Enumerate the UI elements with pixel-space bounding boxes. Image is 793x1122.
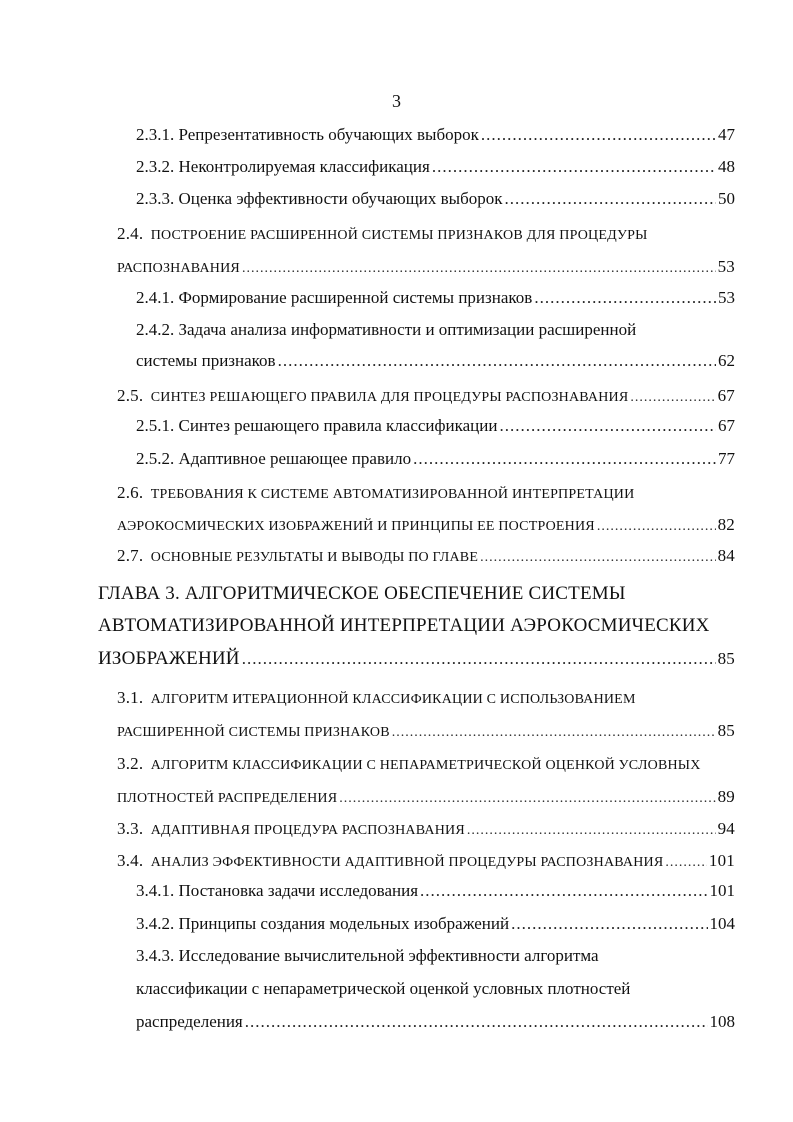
- toc-entry-3-4: [117, 852, 735, 870]
- toc-leader: [597, 520, 716, 534]
- toc-page: 67: [717, 386, 735, 405]
- toc-entry-2-5: [117, 387, 735, 405]
- toc-title: СИНТЕЗ РЕШАЮЩЕГО ПРАВИЛА ДЛЯ ПРОЦЕДУРЫ РАСПОЗНАВАНИЯ: [150, 390, 629, 405]
- toc-entry-2-4-line2: [117, 258, 735, 276]
- toc-entry-3-1-line1: [117, 689, 636, 707]
- toc-number: 3.2.: [117, 754, 144, 773]
- toc-chapter-3-line2: [98, 616, 710, 635]
- toc-title: РАСШИРЕННОЙ СИСТЕМЫ ПРИЗНАКОВ: [117, 725, 390, 740]
- toc-leader: [392, 726, 716, 740]
- toc-leader: [278, 352, 716, 369]
- toc-leader: [499, 417, 716, 434]
- toc-leader: [534, 289, 716, 306]
- toc-page: 82: [717, 515, 735, 534]
- toc-leader: [242, 262, 716, 276]
- toc-page: 85: [717, 649, 735, 668]
- toc-title: Постановка задачи исследования: [178, 881, 419, 900]
- toc-entry-3-4-3-line1: [136, 947, 599, 964]
- toc-chapter-3-line3: [98, 649, 735, 668]
- toc-number: 3.4.3.: [136, 946, 175, 965]
- toc-chapter-3-line1: [98, 584, 626, 603]
- toc-title: ИЗОБРАЖЕНИЙ: [98, 648, 240, 669]
- toc-page: 62: [718, 351, 735, 370]
- toc-title: Принципы создания модельных изображений: [178, 914, 510, 933]
- toc-page: 108: [709, 1012, 735, 1031]
- toc-title: АЛГОРИТМ ИТЕРАЦИОННОЙ КЛАССИФИКАЦИИ С ИСПОЛЬЗОВАНИЕМ: [150, 692, 636, 707]
- toc-number: 3.3.: [117, 819, 144, 838]
- toc-leader: [420, 882, 707, 899]
- toc-page: 77: [718, 449, 735, 468]
- toc-number: 2.5.2.: [136, 449, 175, 468]
- toc-leader: [630, 391, 715, 405]
- toc-page: 48: [718, 157, 735, 176]
- toc-leader: [245, 1013, 708, 1030]
- toc-leader: [481, 126, 716, 143]
- toc-title: АДАПТИВНАЯ ПРОЦЕДУРА РАСПОЗНАВАНИЯ: [150, 823, 465, 838]
- toc-entry-2-3-2: [136, 158, 735, 175]
- toc-leader: [242, 650, 716, 667]
- toc-leader: [413, 450, 716, 467]
- toc-leader: [665, 856, 707, 870]
- toc-entry-3-2-line2: [117, 788, 735, 806]
- toc-title: ПЛОТНОСТЕЙ РАСПРЕДЕЛЕНИЯ: [117, 791, 338, 806]
- toc-title: ГЛАВА 3. АЛГОРИТМИЧЕСКОЕ ОБЕСПЕЧЕНИЕ СИСТЕМЫ: [98, 583, 626, 604]
- toc-page: 53: [717, 257, 735, 276]
- toc-number: 2.6.: [117, 483, 144, 502]
- toc-entry-2-3-1: [136, 126, 735, 143]
- toc-number: 3.4.: [117, 851, 144, 870]
- toc-leader: [511, 915, 707, 932]
- toc-number: 2.5.: [117, 386, 144, 405]
- toc-title: Задача анализа информативности и оптимизации расширенной: [178, 320, 637, 339]
- toc-title: АНАЛИЗ ЭФФЕКТИВНОСТИ АДАПТИВНОЙ ПРОЦЕДУРЫ РАСПОЗНАВАНИЯ: [150, 855, 664, 870]
- toc-entry-2-4-line1: [117, 225, 648, 243]
- toc-number: 2.3.1.: [136, 125, 175, 144]
- toc-title: ПОСТРОЕНИЕ РАСШИРЕННОЙ СИСТЕМЫ ПРИЗНАКОВ ДЛЯ ПРОЦЕДУРЫ: [150, 228, 648, 243]
- toc-leader: [339, 792, 715, 806]
- toc-entry-3-1-line2: [117, 722, 735, 740]
- toc-number: 2.3.3.: [136, 189, 175, 208]
- toc-entry-3-4-1: [136, 882, 735, 899]
- toc-page: 84: [717, 546, 735, 565]
- page-number: 3: [392, 91, 401, 111]
- toc-entry-3-3: [117, 820, 735, 838]
- toc-title: Исследование вычислительной эффективности алгоритма: [178, 946, 599, 965]
- toc-number: 2.4.: [117, 224, 144, 243]
- toc-title: классификации с непараметрической оценкой условных плотностей: [136, 979, 631, 998]
- toc-number: 3.1.: [117, 688, 144, 707]
- toc-number: 2.4.1.: [136, 288, 175, 307]
- toc-entry-2-6-line2: [117, 516, 735, 534]
- toc-page: 101: [709, 881, 735, 900]
- toc-entry-2-4-2-line2: [136, 352, 735, 369]
- toc-title: Оценка эффективности обучающих выборок: [178, 189, 503, 208]
- toc-number: 2.7.: [117, 546, 144, 565]
- toc-number: 3.4.1.: [136, 881, 175, 900]
- toc-title: АЭРОКОСМИЧЕСКИХ ИЗОБРАЖЕНИЙ И ПРИНЦИПЫ ЕЕ ПОСТРОЕНИЯ: [117, 519, 595, 534]
- toc-title: РАСПОЗНАВАНИЯ: [117, 261, 240, 276]
- toc-entry-3-4-3-line2: [136, 980, 630, 997]
- toc-title: Неконтролируемая классификация: [178, 157, 430, 176]
- toc-page: 67: [718, 416, 735, 435]
- toc-page: 50: [718, 189, 735, 208]
- toc-number: 3.4.2.: [136, 914, 175, 933]
- toc-page: 53: [718, 288, 735, 307]
- toc-entry-2-4-2-line1: [136, 321, 636, 338]
- toc-title: АЛГОРИТМ КЛАССИФИКАЦИИ С НЕПАРАМЕТРИЧЕСКОЙ ОЦЕНКОЙ УСЛОВНЫХ: [150, 758, 701, 773]
- toc-leader: [480, 551, 716, 565]
- toc-title: Адаптивное решающее правило: [178, 449, 412, 468]
- toc-leader: [432, 158, 716, 175]
- toc-entry-3-4-3-line3: [136, 1013, 735, 1030]
- toc-title: ОСНОВНЫЕ РЕЗУЛЬТАТЫ И ВЫВОДЫ ПО ГЛАВЕ: [150, 550, 479, 565]
- toc-title: Репрезентативность обучающих выборок: [178, 125, 479, 144]
- toc-entry-2-4-1: [136, 289, 735, 306]
- toc-title: системы признаков: [136, 351, 276, 370]
- toc-page: 104: [709, 914, 735, 933]
- toc-leader: [505, 190, 716, 207]
- toc-page: 101: [708, 851, 735, 870]
- toc-title: Синтез решающего правила классификации: [178, 416, 498, 435]
- toc-leader: [467, 824, 716, 838]
- toc-number: 2.4.2.: [136, 320, 175, 339]
- toc-entry-2-3-3: [136, 190, 735, 207]
- toc-number: 2.5.1.: [136, 416, 175, 435]
- toc-title: Формирование расширенной системы признаков: [178, 288, 533, 307]
- toc-entry-2-5-1: [136, 417, 735, 434]
- toc-page: 85: [717, 721, 735, 740]
- toc-page: 47: [718, 125, 735, 144]
- toc-title: АВТОМАТИЗИРОВАННОЙ ИНТЕРПРЕТАЦИИ АЭРОКОСМИЧЕСКИХ: [98, 615, 710, 636]
- toc-page: 89: [717, 787, 735, 806]
- toc-entry-2-5-2: [136, 450, 735, 467]
- toc-entry-2-7: [117, 547, 735, 565]
- toc-page: 94: [717, 819, 735, 838]
- toc-entry-2-6-line1: [117, 484, 634, 502]
- toc-entry-3-4-2: [136, 915, 735, 932]
- toc-title: ТРЕБОВАНИЯ К СИСТЕМЕ АВТОМАТИЗИРОВАННОЙ ИНТЕРПРЕТАЦИИ: [150, 487, 635, 502]
- toc-title: распределения: [136, 1012, 243, 1031]
- toc-number: 2.3.2.: [136, 157, 175, 176]
- toc-entry-3-2-line1: [117, 755, 701, 773]
